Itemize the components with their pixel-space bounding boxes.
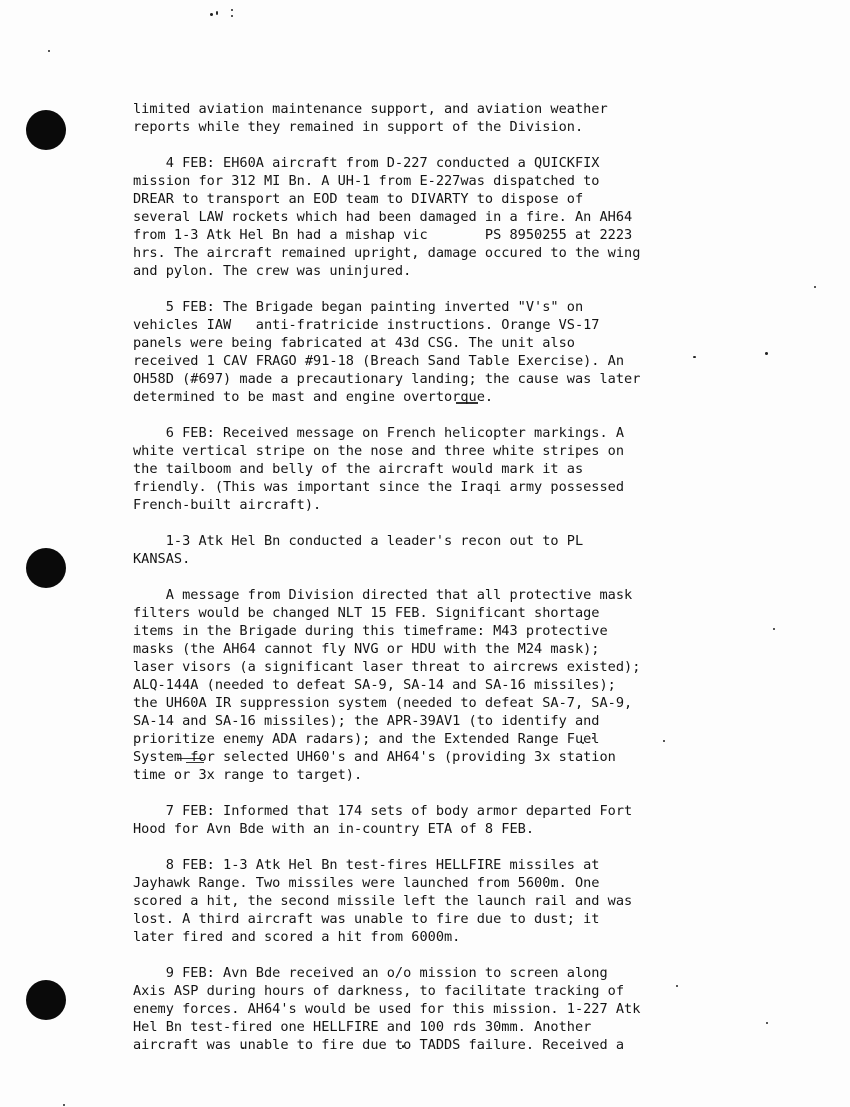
- text-line: DREAR to transport an EOD team to DIVARTY to dispose of: [133, 191, 584, 207]
- paragraph-p4: [133, 532, 773, 568]
- text-line: determined to be mast and engine overtorque.: [133, 389, 494, 405]
- text-line: hrs. The aircraft remained upright, damage occured to the wing: [133, 245, 641, 261]
- paragraph-p1: [133, 154, 773, 280]
- scan-speck: [63, 1104, 65, 1106]
- paragraph-p2: [133, 298, 773, 406]
- text-line: mission for 312 MI Bn. A UH-1 from E-227was dispatched to: [133, 173, 600, 189]
- text-line: Axis ASP during hours of darkness, to facilitate tracking of: [133, 983, 625, 999]
- paragraph-p7: [133, 856, 773, 946]
- scan-speck: [48, 50, 50, 52]
- text-line: later fired and scored a hit from 6000m.: [133, 929, 461, 945]
- text-line: KANSAS.: [133, 551, 191, 567]
- text-line: several LAW rockets which had been damaged in a fire. An AH64: [133, 209, 633, 225]
- scan-speck: [210, 13, 213, 16]
- text-line: 9 FEB: Avn Bde received an o/o mission to screen along: [133, 965, 608, 981]
- text-line: the UH60A IR suppression system (needed to defeat SA-7, SA-9,: [133, 695, 633, 711]
- text-line: time or 3x range to target).: [133, 767, 363, 783]
- text-line: 1-3 Atk Hel Bn conducted a leader's recon out to PL: [133, 533, 584, 549]
- text-line: System for selected UH60's and AH64's (providing 3x station: [133, 749, 616, 765]
- scan-speck: [216, 11, 218, 15]
- paragraph-p0: [133, 100, 773, 136]
- text-line: scored a hit, the second missile left the launch rail and was: [133, 893, 633, 909]
- text-line: and pylon. The crew was uninjured.: [133, 263, 412, 279]
- text-line: masks (the AH64 cannot fly NVG or HDU with the M24 mask);: [133, 641, 600, 657]
- text-line: ALQ-144A (needed to defeat SA-9, SA-14 and SA-16 missiles);: [133, 677, 616, 693]
- text-line: aircraft was unable to fire due to TADDS failure. Received a: [133, 1037, 625, 1053]
- text-line: limited aviation maintenance support, and aviation weather: [133, 101, 608, 117]
- text-line: Hood for Avn Bde with an in-country ETA of 8 FEB.: [133, 821, 535, 837]
- text-line: 4 FEB: EH60A aircraft from D-227 conducted a QUICKFIX: [133, 155, 600, 171]
- text-line: French-built aircraft).: [133, 497, 322, 513]
- text-line: lost. A third aircraft was unable to fire due to dust; it: [133, 911, 600, 927]
- text-line: prioritize enemy ADA radars); and the Extended Range Fuel: [133, 731, 600, 747]
- scan-speck: [814, 286, 816, 288]
- scan-speck: [231, 15, 233, 17]
- text-line: friendly. (This was important since the Iraqi army possessed: [133, 479, 625, 495]
- text-line: laser visors (a significant laser threat to aircrews existed);: [133, 659, 641, 675]
- text-line: enemy forces. AH64's would be used for this mission. 1-227 Atk: [133, 1001, 641, 1017]
- text-line: items in the Brigade during this timeframe: M43 protective: [133, 623, 608, 639]
- paragraph-p5: [133, 586, 773, 784]
- text-line: 5 FEB: The Brigade began painting inverted "V's" on: [133, 299, 584, 315]
- punch-hole-top: [26, 110, 66, 150]
- text-line: the tailboom and belly of the aircraft would mark it as: [133, 461, 584, 477]
- text-line: received 1 CAV FRAGO #91-18 (Breach Sand Table Exercise). An: [133, 353, 625, 369]
- paragraph-p8: [133, 964, 773, 1054]
- paragraph-p6: [133, 802, 773, 838]
- scan-speck: [231, 9, 233, 11]
- paragraph-p3: [133, 424, 773, 514]
- text-line: vehicles IAW anti-fratricide instructions. Orange VS-17: [133, 317, 600, 333]
- text-line: white vertical stripe on the nose and three white stripes on: [133, 443, 625, 459]
- text-line: Hel Bn test-fired one HELLFIRE and 100 rds 30mm. Another: [133, 1019, 592, 1035]
- text-line: 8 FEB: 1-3 Atk Hel Bn test-fires HELLFIRE missiles at: [133, 857, 600, 873]
- punch-hole-middle: [26, 548, 66, 588]
- text-line: reports while they remained in support of the Division.: [133, 119, 584, 135]
- text-line: OH58D (#697) made a precautionary landing; the cause was later: [133, 371, 641, 387]
- scan-speck: [773, 628, 775, 630]
- text-line: filters would be changed NLT 15 FEB. Significant shortage: [133, 605, 600, 621]
- text-line: 7 FEB: Informed that 174 sets of body armor departed Fort: [133, 803, 633, 819]
- punch-hole-bottom: [26, 980, 66, 1020]
- text-line: A message from Division directed that all protective mask: [133, 587, 633, 603]
- text-line: 6 FEB: Received message on French helicopter markings. A: [133, 425, 625, 441]
- text-line: Jayhawk Range. Two missiles were launched from 5600m. One: [133, 875, 600, 891]
- document-body: [133, 100, 773, 1072]
- text-line: from 1-3 Atk Hel Bn had a mishap vic PS 8950255 at 2223: [133, 227, 633, 243]
- text-line: SA-14 and SA-16 missiles); the APR-39AV1 (to identify and: [133, 713, 600, 729]
- text-line: panels were being fabricated at 43d CSG. The unit also: [133, 335, 575, 351]
